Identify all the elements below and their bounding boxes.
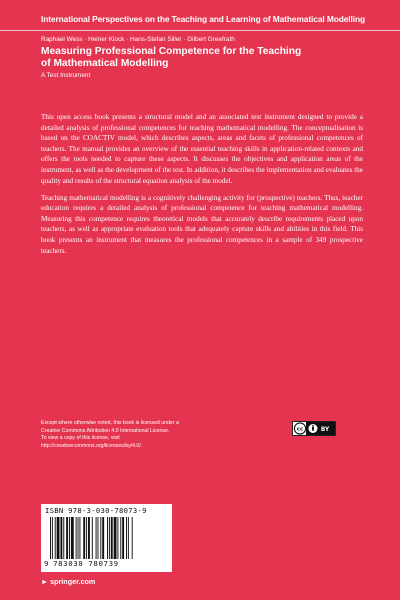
license-line: Creative Commons Attribution 4.0 International License.	[41, 427, 170, 434]
isbn-text: ISBN 978-3-030-78073-9	[45, 506, 147, 515]
barcode-bar	[117, 517, 118, 559]
barcode-bar	[63, 517, 64, 559]
barcode-bar	[122, 517, 124, 559]
series-title: International Perspectives on the Teaching and Learning of Mathematical Modelling	[41, 14, 366, 24]
license-url[interactable]: http://creativecommons.org/licenses/by/4.0/.	[41, 442, 143, 449]
book-subtitle: A Test Instrument	[41, 72, 91, 79]
barcode-bar	[128, 517, 129, 559]
barcode-bar	[83, 517, 85, 559]
cc-by-icon	[293, 422, 335, 435]
barcode-bar	[57, 517, 60, 559]
springer-link[interactable]: ► springer.com	[41, 577, 96, 586]
authors: Raphael Wess · Heiner Klock · Hans-Stefan Siller · Gilbert Greefrath	[41, 36, 235, 43]
cc-by-badge	[292, 421, 336, 436]
barcode-bar	[114, 517, 117, 559]
barcode-bar	[100, 517, 101, 559]
book-title	[41, 46, 361, 70]
springer-url[interactable]: springer.com	[50, 577, 96, 586]
barcode-digits-right: 780739	[88, 559, 119, 568]
barcode-bar	[86, 517, 87, 559]
barcode-bar	[69, 517, 70, 559]
barcode-bar	[55, 517, 56, 559]
title-line-2: of Mathematical Modelling	[41, 58, 169, 69]
barcode-bar	[98, 517, 99, 559]
barcode-digits	[44, 559, 119, 568]
barcode-bar	[71, 517, 74, 559]
barcode-bar	[96, 517, 97, 559]
barcode-bar	[78, 517, 79, 559]
barcode-bar	[52, 517, 53, 559]
title-line-1: Measuring Professional Competence for the Teaching	[41, 46, 302, 57]
barcode-bar	[120, 517, 121, 559]
barcode-bar	[107, 517, 108, 559]
barcode-bar	[132, 517, 133, 559]
license-line: Except where otherwise noted, this book is licensed under a	[41, 420, 179, 426]
barcode-bars	[50, 517, 164, 559]
barcode-bar	[60, 517, 62, 559]
license-notice	[41, 420, 271, 450]
barcode-bar	[76, 517, 77, 559]
svg-text:cc: cc	[296, 426, 304, 433]
barcode-digits-left: 783030	[53, 559, 84, 568]
blurb-paragraph-1: This open access book presents a structural model and an associated test instrument designed to provide a detailed analysis of professional competences for teaching mathematical modelling. The conceptualisation is based on the COACTIV model, which describes aspects, areas and facets of professional competences of teachers. The manual provides an overview of the essential teaching skills in application-related contexts and offers the tools needed to capture these aspects. It discusses the objectives and application areas of the instrument, as well as the development of the test. In addition, it describes the implementation and evaluates the quality and results of the structural equation analysis of the model.	[41, 113, 363, 185]
isbn-barcode	[41, 504, 172, 572]
barcode-bar	[126, 517, 127, 559]
blurb	[41, 112, 363, 263]
license-line: To view a copy of this license, visit	[41, 435, 120, 442]
barcode-bar	[79, 517, 80, 559]
barcode-bar	[111, 517, 113, 559]
barcode-bar	[50, 517, 51, 559]
barcode-bar	[66, 517, 68, 559]
barcode-bar	[102, 517, 104, 559]
barcode-digit-first: 9	[44, 559, 50, 568]
svg-text:BY: BY	[320, 427, 330, 433]
barcode-bar	[92, 517, 93, 559]
blurb-paragraph-2: Teaching mathematical modelling is a cognitively challenging activity for (prospective) teachers. Thus, teacher education requires a detailed analysis of professional competence for teaching mathematical modelling. Measuring this competence requires theoretical models that accurately describe requirements placed upon teachers, as well as appropriate evaluation tools that adequately capture skills and abilities in this field. This book presents an instrument that measures the professional competences in a sample of 349 prospective teachers.	[41, 193, 363, 255]
barcode-bar	[88, 517, 90, 559]
barcode-bar	[109, 517, 110, 559]
header-rule	[0, 30, 400, 31]
